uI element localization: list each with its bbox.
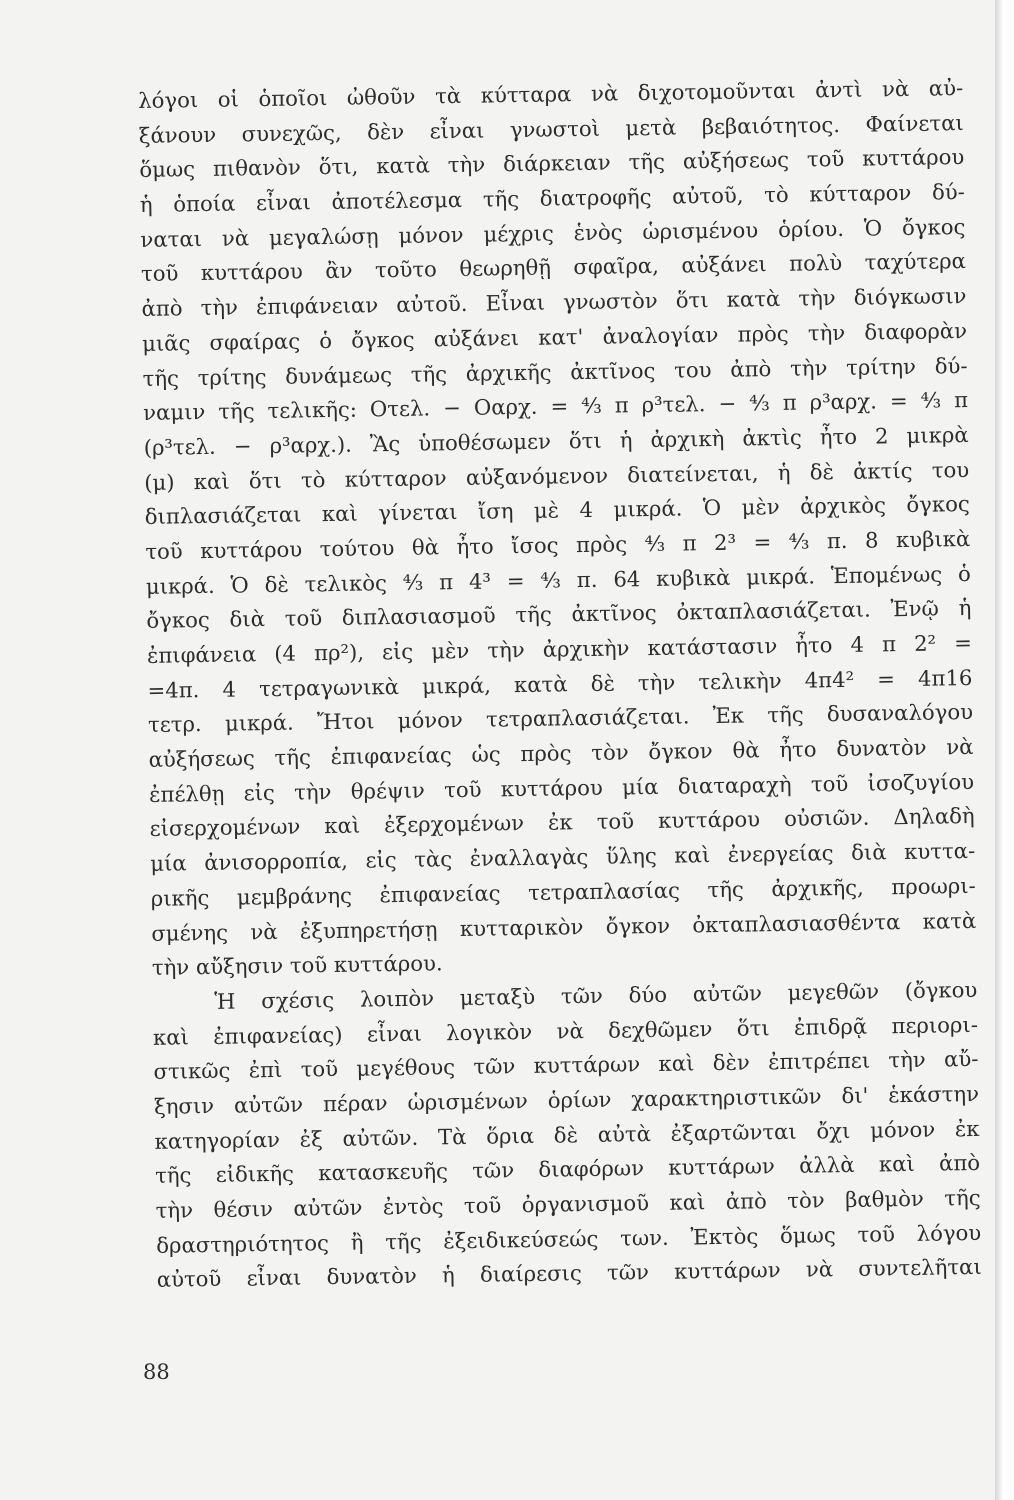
formula-line: μικρά. Ὁ δὲ τελικὸς ⁴⁄₃ π 4³ = ⁴⁄₃ π. 64 κυβικὰ μικρά. Ἑπομένως ὁ: [145, 560, 971, 599]
page-edge: [995, 0, 1014, 1500]
formula-line: =4π. 4 τετραγωνικὰ μικρά, κατὰ δὲ τὴν τελικὴν 4π4² = 4π16: [147, 664, 973, 703]
paragraph-start-line: Ἡ σχέσις λοιπὸν μεταξὺ τῶν δύο αὐτῶν μεγεθῶν (ὄγκου: [214, 976, 978, 1014]
text-line: ξησιν αὐτῶν πέραν ὡρισμένων ὁρίων χαρακτηριστικῶν δι' ἑκάστην: [153, 1080, 980, 1119]
text-line: ρικῆς μεμβράνης ἐπιφανείας τετραπλασίας τῆς ἀρχικῆς, προωρι-: [150, 872, 976, 911]
text-line: τετρ. μικρά. Ἤτοι μόνον τετραπλασιάζεται. Ἐκ τῆς δυσαναλόγου: [147, 699, 974, 738]
formula-line: ἐπιφάνεια (4 πρ²), εἰς μὲν τὴν ἀρχικὴν κατάστασιν ἦτο 4 π 2² =: [146, 629, 973, 668]
text-line: σμένης νὰ ἐξυπηρετήσῃ κυτταρικὸν ὄγκον ὀκταπλασιασθέντα κατὰ: [151, 907, 977, 946]
text-line: ξάνουν συνεχῶς, δὲν εἶναι γνωστοὶ μετὰ βεβαιότητος. Φαίνεται: [138, 109, 964, 148]
text-line: αὐτοῦ εἶναι δυνατὸν ἡ διαίρεσις τῶν κυττάρων νὰ συντελῆται: [156, 1254, 982, 1293]
text-line: (ρ³τελ. − ρ³αρχ.). Ἂς ὑποθέσωμεν ὅτι ἡ ἀρχικὴ ἀκτὶς ἦτο 2 μικρὰ: [143, 421, 969, 460]
text-line: ἐπέλθῃ εἰς τὴν θρέψιν τοῦ κυττάρου μία διαταραχὴ τοῦ ἰσοζυγίου: [148, 768, 975, 807]
text-line: ὄγκος διὰ τοῦ διπλασιασμοῦ τῆς ἀκτῖνος ὀκταπλασιάζεται. Ἐνῷ ἡ: [146, 595, 972, 634]
formula-line: τοῦ κυττάρου τούτου θὰ ἦτο ἴσος πρὸς ⁴⁄₃ π 2³ = ⁴⁄₃ π. 8 κυβικὰ: [145, 525, 971, 564]
text-line: καὶ ἐπιφανείας) εἶναι λογικὸν νὰ δεχθῶμεν ὅτι ἐπιδρᾷ περιορι-: [152, 1011, 979, 1050]
text-line: τοῦ κυττάρου ἂν τοῦτο θεωρηθῇ σφαῖρα, αὐξάνει πολὺ ταχύτερα: [140, 248, 967, 287]
paragraph-end-line: τὴν αὔξησιν τοῦ κυττάρου.: [151, 950, 443, 981]
text-line: μιᾶς σφαίρας ὁ ὄγκος αὐξάνει κατ' ἀναλογίαν πρὸς τὴν διαφορὰν: [141, 317, 968, 356]
page-number: 88: [143, 1360, 170, 1384]
text-line: μία ἀνισορροπία, εἰς τὰς ἐναλλαγὰς ὕλης καὶ ἐνεργείας διὰ κυττα-: [150, 838, 976, 877]
body-text: [138, 71, 982, 1298]
text-line: δραστηριότητος ἢ τῆς ἐξειδικεύσεώς των. Ἐκτὸς ὅμως τοῦ λόγου: [156, 1219, 982, 1258]
text-line: τὴν θέσιν αὐτῶν ἐντὸς τοῦ ὀργανισμοῦ καὶ ἀπὸ τὸν βαθμὸν τῆς: [155, 1184, 981, 1223]
text-line: ἀπὸ τὴν ἐπιφάνειαν αὐτοῦ. Εἶναι γνωστὸν ὅτι κατὰ τὴν διόγκωσιν: [141, 283, 967, 322]
text-line: στικῶς ἐπὶ τοῦ μεγέθους τῶν κυττάρων καὶ δὲν ἐπιτρέπει τὴν αὔ-: [153, 1046, 979, 1085]
text-line: κατηγορίαν ἐξ αὐτῶν. Τὰ ὅρια δὲ αὐτὰ ἐξαρτῶνται ὄχι μόνον ἐκ: [154, 1115, 980, 1154]
text-line: τῆς τρίτης δυνάμεως τῆς ἀρχικῆς ἀκτῖνος του ἀπὸ τὴν τρίτην δύ-: [142, 352, 968, 391]
text-line: λόγοι οἱ ὁποῖοι ὠθοῦν τὰ κύτταρα νὰ διχοτομοῦνται ἀντὶ νὰ αὐ-: [138, 75, 964, 113]
text-line: ὅμως πιθανὸν ὅτι, κατὰ τὴν διάρκειαν τῆς αὐξήσεως τοῦ κυττάρου: [139, 144, 965, 183]
text-line: διπλασιάζεται καὶ γίνεται ἴση μὲ 4 μικρά. Ὁ μὲν ἀρχικὸς ὄγκος: [144, 491, 970, 530]
text-line: ἡ ὁποία εἶναι ἀποτέλεσμα τῆς διατροφῆς αὐτοῦ, τὸ κύτταρον δύ-: [139, 179, 965, 218]
text-line: αὐξήσεως τῆς ἐπιφανείας ὡς πρὸς τὸν ὄγκον θὰ ἦτο δυνατὸν νὰ: [148, 734, 974, 772]
text-line: τῆς εἰδικῆς κατασκευῆς τῶν διαφόρων κυττάρων ἀλλὰ καὶ ἀπὸ: [154, 1150, 981, 1189]
formula-line: ναμιν τῆς τελικῆς: Oτελ. − Oαρχ. = ⁴⁄₃ π ρ³τελ. − ⁴⁄₃ π ρ³αρχ. = ⁴⁄₃ π: [142, 387, 969, 426]
text-line: εἰσερχομένων καὶ ἐξερχομένων ἐκ τοῦ κυττάρου οὐσιῶν. Δηλαδὴ: [149, 803, 975, 842]
text-line: ναται νὰ μεγαλώσῃ μόνον μέχρις ἑνὸς ὡρισμένου ὁρίου. Ὁ ὄγκος: [140, 213, 966, 252]
text-line: (μ) καὶ ὅτι τὸ κύτταρον αὐξανόμενον διατείνεται, ἡ δὲ ἀκτίς του: [144, 456, 970, 495]
